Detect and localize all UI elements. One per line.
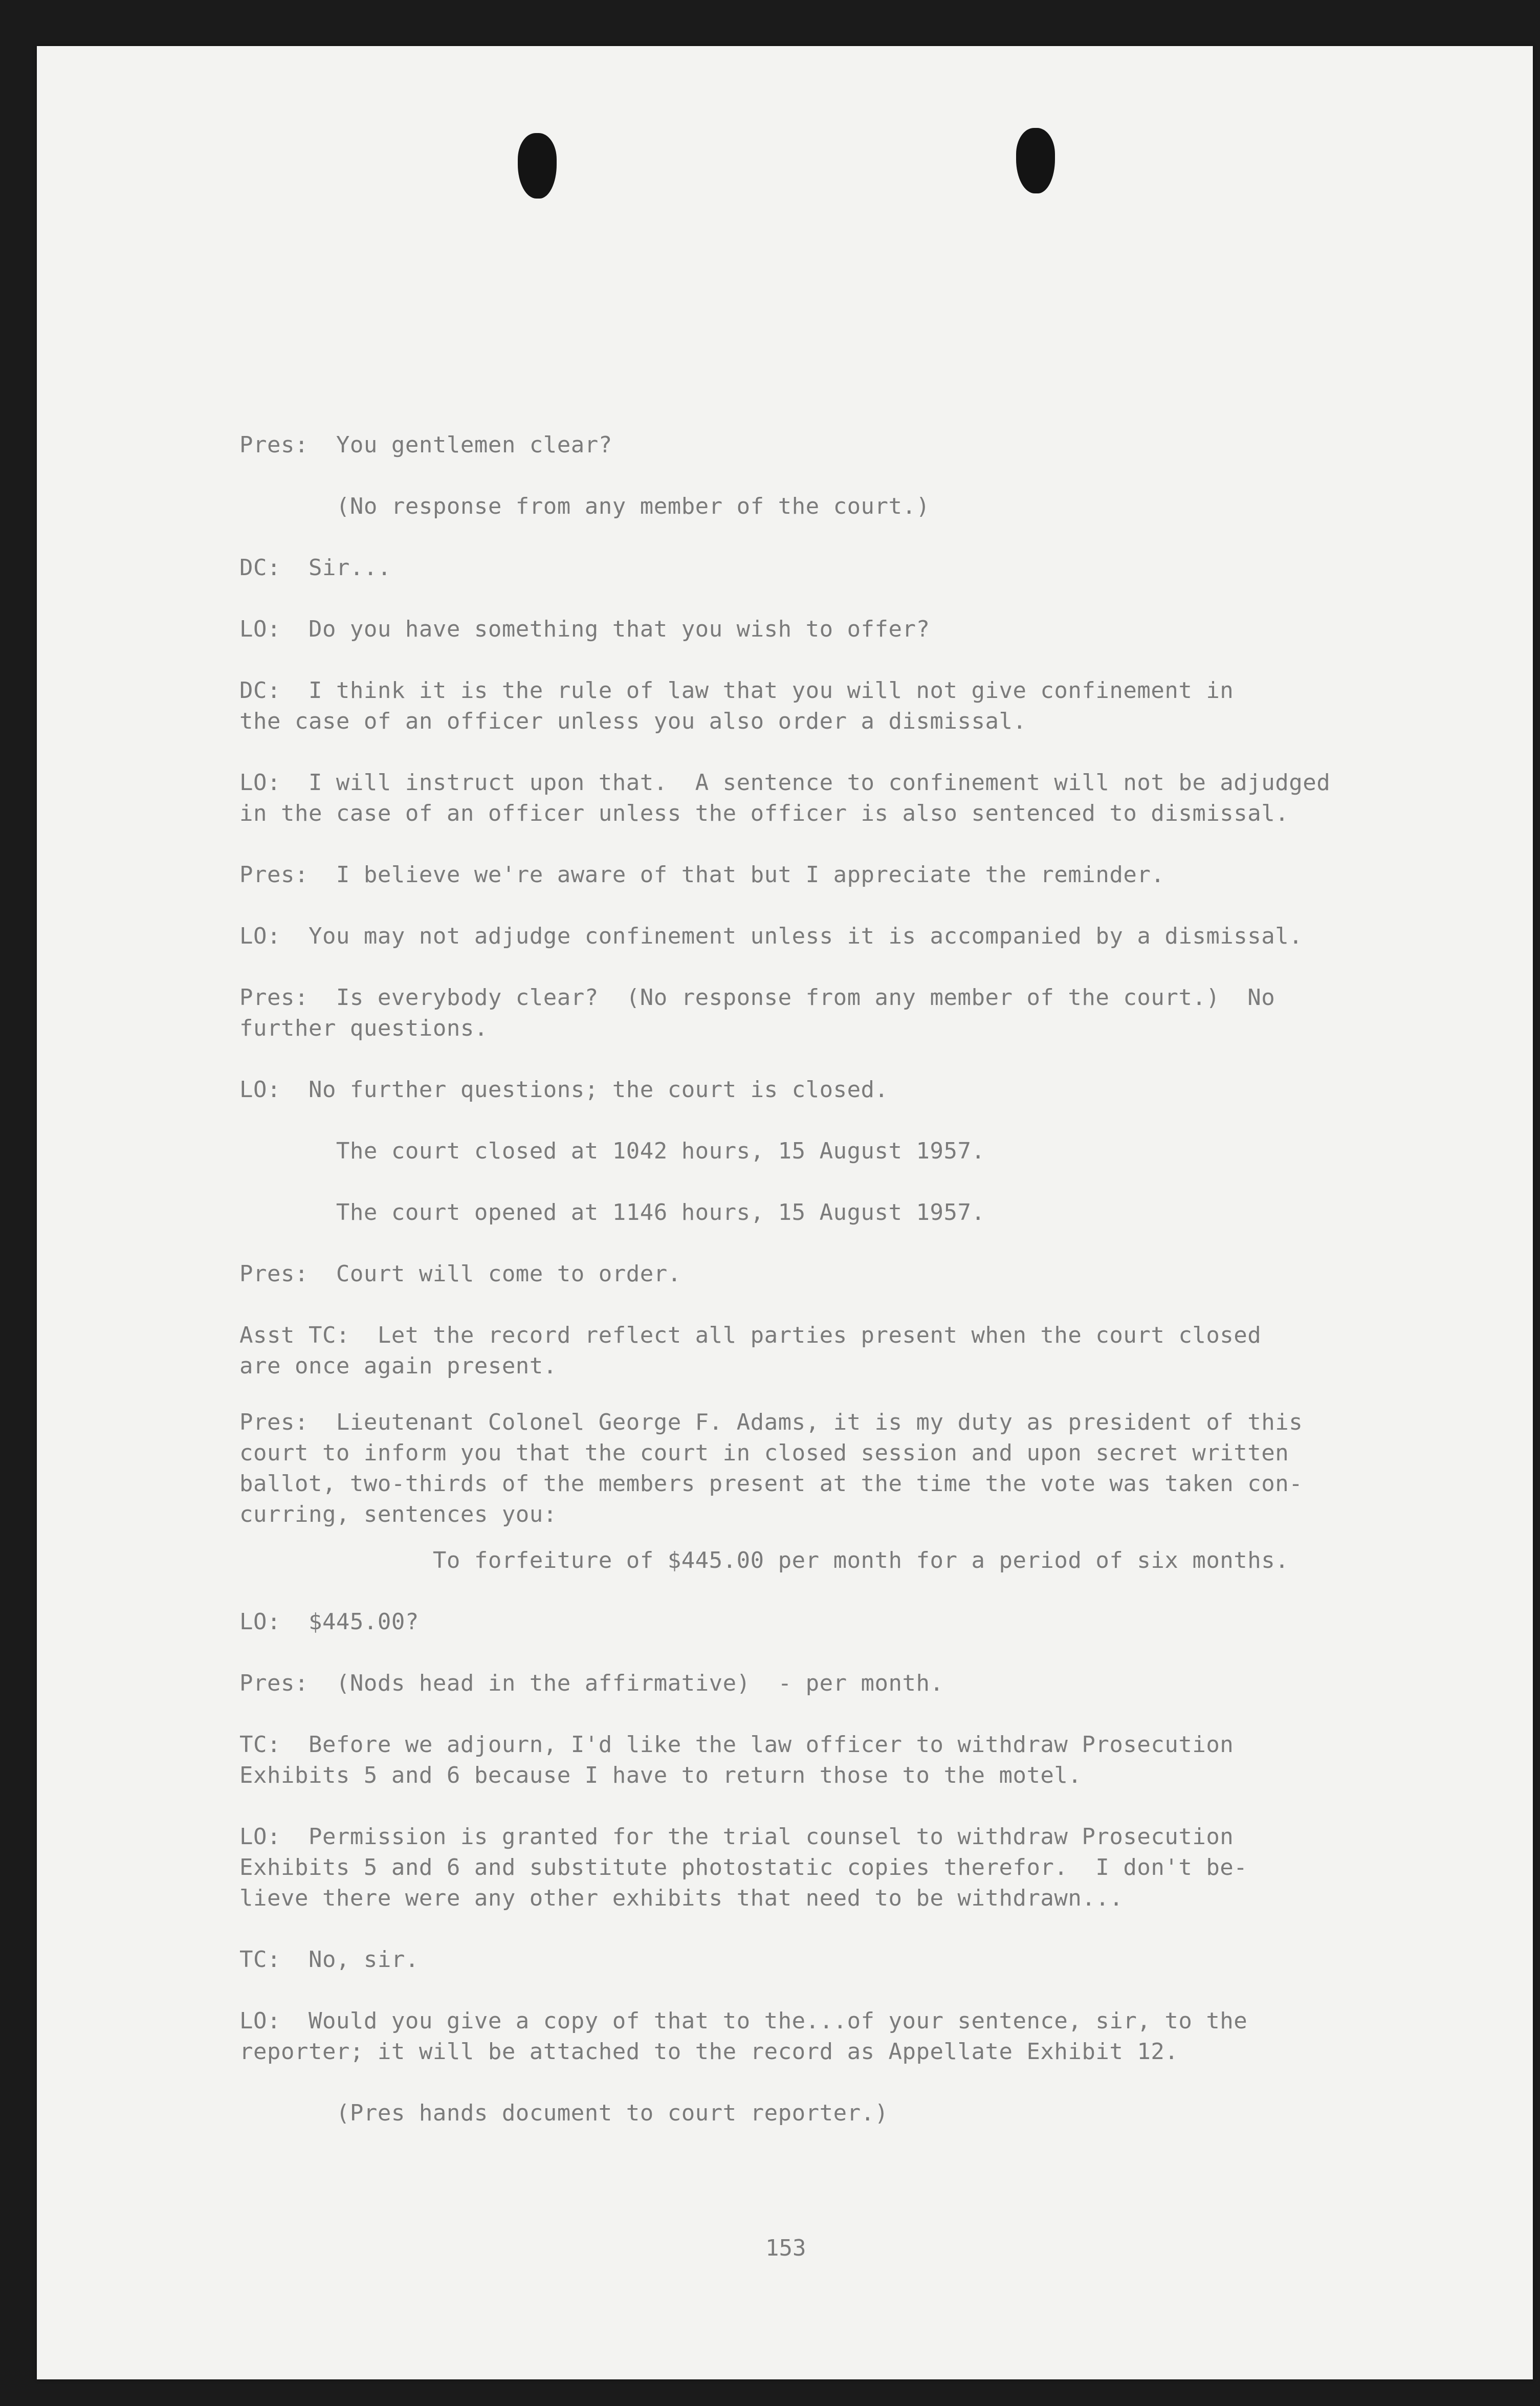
transcript-entry: LO: I will instruct upon that. A sentence to confinement will not be adjudged in the case of an officer unless the officer is also sentenced to dismissal.	[239, 770, 1331, 826]
transcript-entry: LO: Would you give a copy of that to the...of your sentence, sir, to the reporter; it will be attached to the record as Appellate Exhibit 12.	[239, 2008, 1248, 2065]
transcript-entry: Pres: You gentlemen clear?	[239, 432, 612, 458]
transcript-entry: To forfeiture of $445.00 per month for a period of six months.	[239, 1547, 1289, 1573]
transcript-entry: TC: No, sir.	[239, 1946, 419, 1973]
transcript-entry: (Pres hands document to court reporter.)	[239, 2100, 889, 2126]
transcript-entry: TC: Before we adjourn, I'd like the law officer to withdraw Prosecution Exhibits 5 and 6 because I have to return those to the motel.	[239, 1732, 1234, 1788]
transcript-entry: LO: Do you have something that you wish to offer?	[239, 616, 930, 642]
transcript-entry: LO: You may not adjudge confinement unless it is accompanied by a dismissal.	[239, 923, 1303, 949]
transcript-entry: The court closed at 1042 hours, 15 August 1957.	[239, 1138, 985, 1164]
transcript-entry: Pres: Court will come to order.	[239, 1261, 681, 1287]
transcript-entry: Pres: Lieutenant Colonel George F. Adams, it is my duty as president of this court to inform you that the court in closed session and upon secret written ballot, two-thirds of the members present at the time the vote was taken con- curring, sentences you:	[239, 1409, 1303, 1527]
transcript-entry: DC: Sir...	[239, 555, 391, 581]
punch-hole	[1016, 128, 1055, 193]
transcript-entry: LO: Permission is granted for the trial counsel to withdraw Prosecution Exhibits 5 and 6 and substitute photostatic copies therefor. I don't be- lieve there were any other exhibits that need to be withdrawn...	[239, 1824, 1248, 1911]
transcript-body	[239, 430, 1437, 2126]
page-number: 153	[765, 2235, 806, 2261]
transcript-entry: Pres: I believe we're aware of that but I appreciate the reminder.	[239, 862, 1165, 888]
punch-hole	[518, 133, 557, 199]
transcript-entry: DC: I think it is the rule of law that you will not give confinement in the case of an officer unless you also order a dismissal.	[239, 677, 1234, 734]
transcript-entry: Pres: Is everybody clear? (No response from any member of the court.) No further questions.	[239, 985, 1275, 1041]
transcript-entry: Asst TC: Let the record reflect all parties present when the court closed are once again present.	[239, 1322, 1262, 1379]
transcript-entry: Pres: (Nods head in the affirmative) - per month.	[239, 1670, 944, 1696]
transcript-entry: LO: No further questions; the court is closed.	[239, 1077, 889, 1103]
transcript-entry: The court opened at 1146 hours, 15 August 1957.	[239, 1199, 985, 1226]
transcript-entry: LO: $445.00?	[239, 1609, 419, 1635]
document-page	[37, 46, 1533, 2379]
transcript-entry: (No response from any member of the court.)	[239, 493, 930, 519]
